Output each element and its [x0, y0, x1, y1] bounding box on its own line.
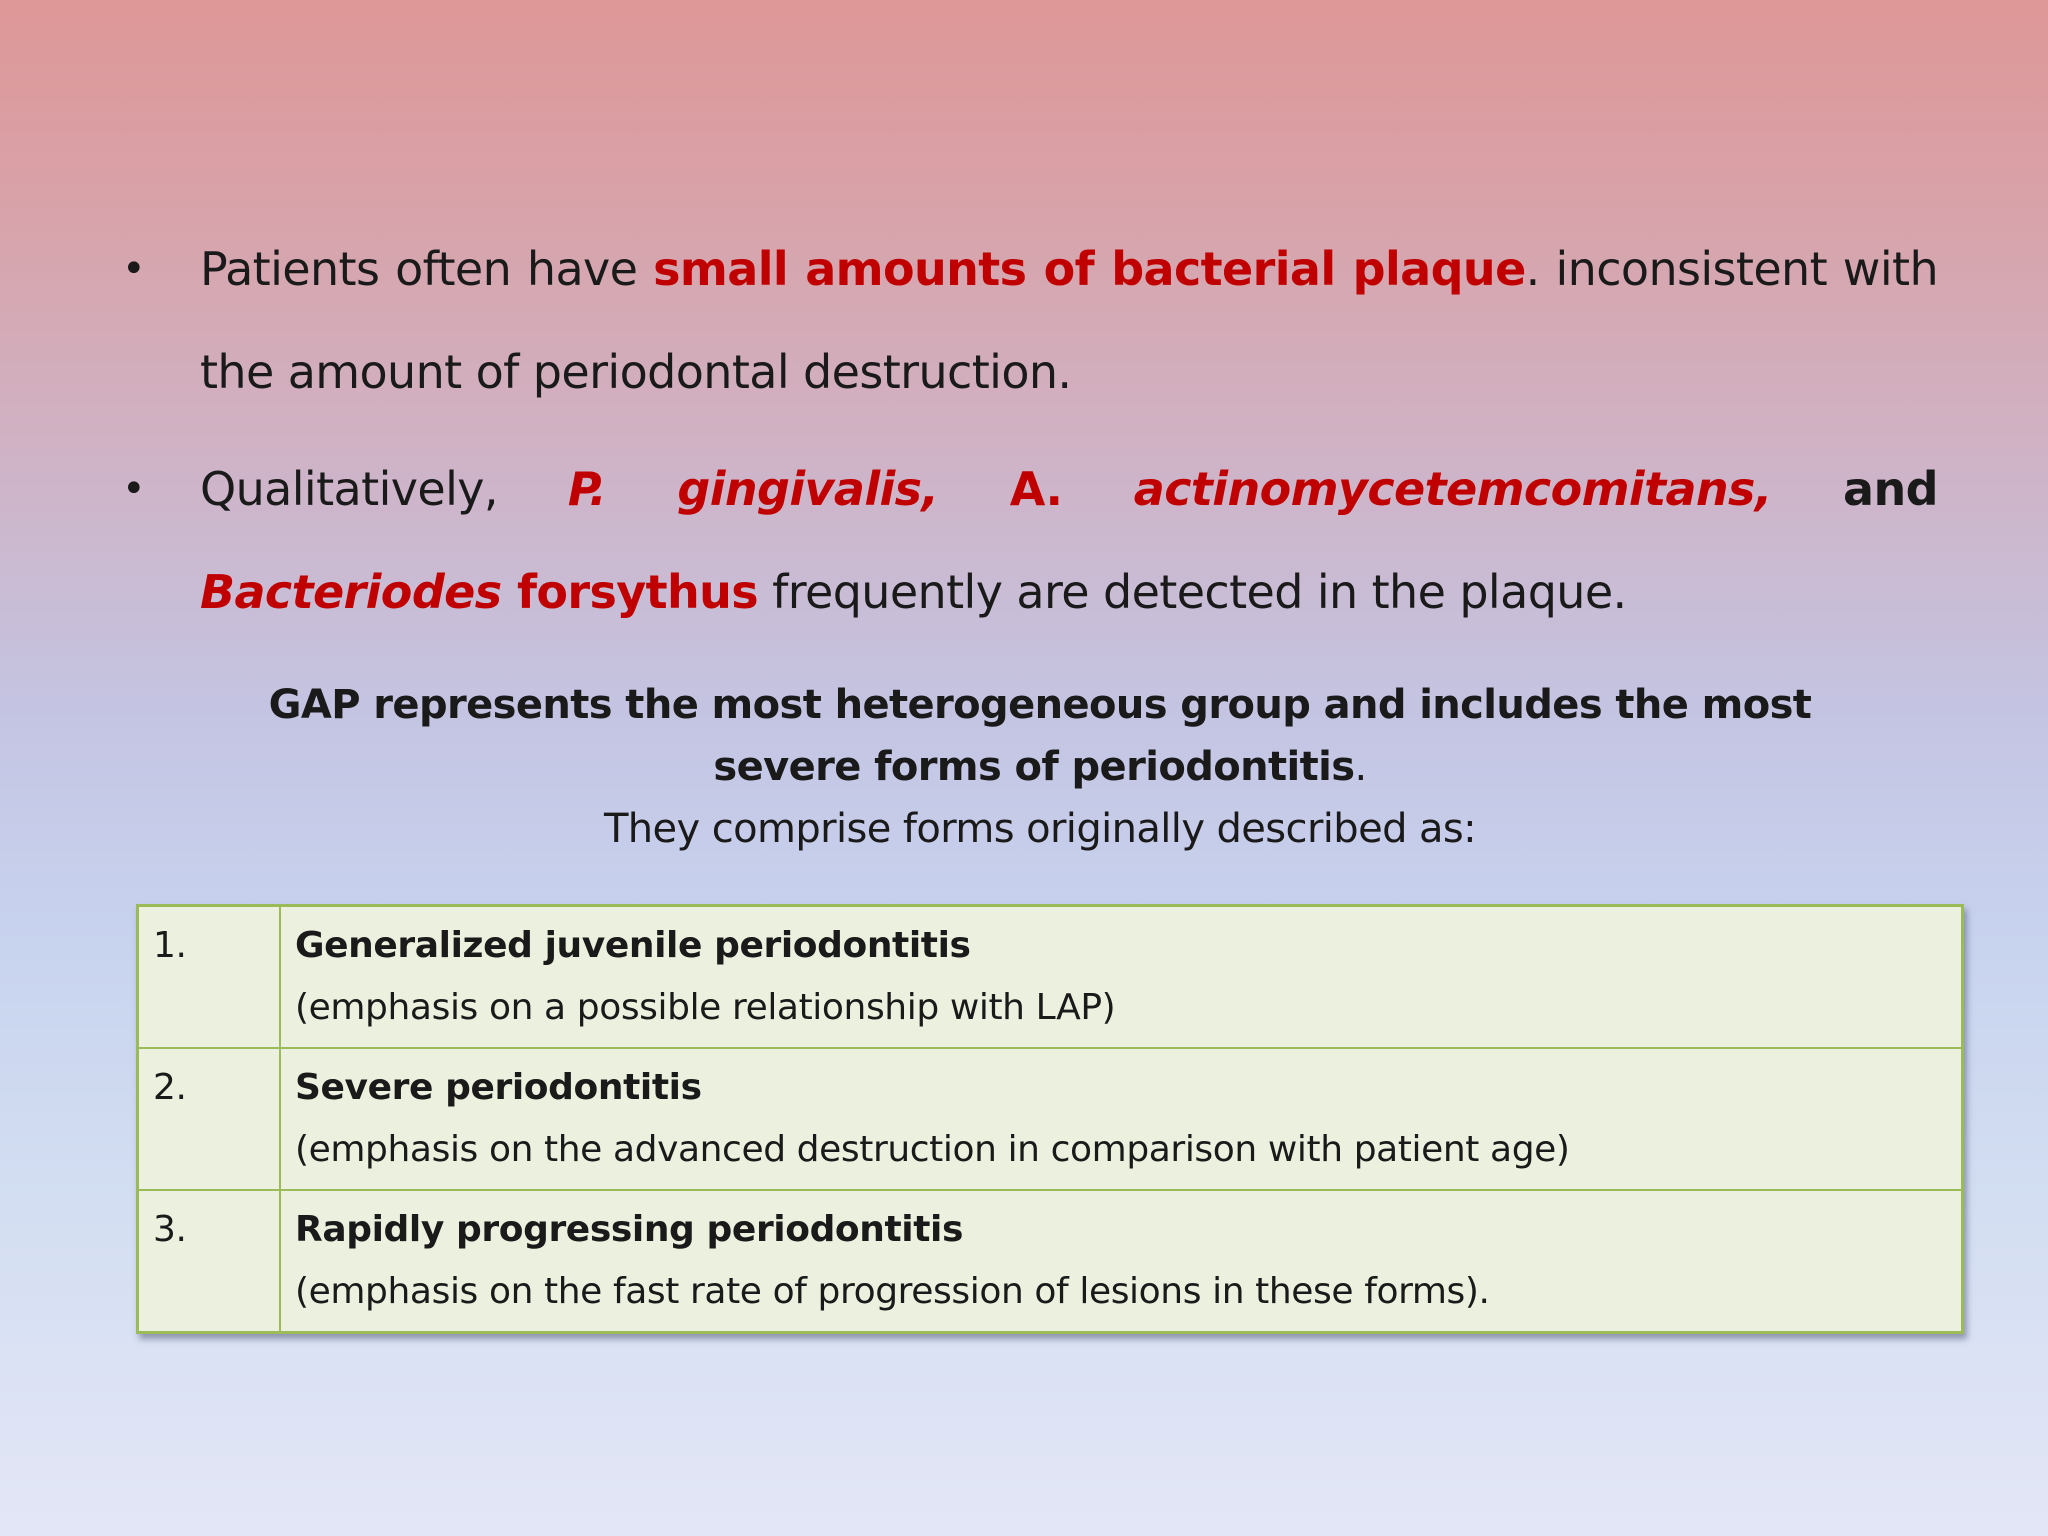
- row-number: 1.: [138, 906, 281, 1049]
- highlight-run: forsythus: [501, 565, 759, 619]
- bullet-text: [200, 438, 1938, 644]
- row-content: [280, 906, 1963, 1049]
- row-number: 2.: [138, 1048, 281, 1190]
- forms-table: [136, 904, 1964, 1334]
- highlight-run: A.: [1009, 462, 1134, 516]
- bullet-marker: •: [122, 466, 145, 512]
- highlight-run: P. gingivalis,: [567, 462, 1010, 516]
- form-description: (emphasis on the fast rate of progression of lesions in these forms).: [295, 1271, 1490, 1312]
- bullet-list: [118, 218, 1938, 658]
- highlight-run: actinomycetemcomitans,: [1133, 462, 1772, 516]
- table-row: [138, 906, 1963, 1049]
- bullet-marker: •: [122, 246, 145, 292]
- bullet-run: Patients often have: [200, 242, 654, 296]
- bullet-text: [200, 218, 1938, 424]
- form-title: Severe periodontitis: [295, 1067, 702, 1108]
- form-description: (emphasis on a possible relationship with LAP): [295, 987, 1116, 1028]
- highlight-run: Bacteriodes: [200, 565, 502, 619]
- bullet-item-bacteria: [118, 438, 1938, 644]
- bullet-run: and: [1771, 462, 1938, 516]
- form-title: Rapidly progressing periodontitis: [295, 1209, 964, 1250]
- gap-heading-bold-text: GAP represents the most heterogeneous group and includes the most severe forms of periodontitis: [268, 682, 1812, 790]
- gap-heading-sub: They comprise forms originally described as:: [603, 806, 1477, 852]
- row-number: 3.: [138, 1190, 281, 1333]
- form-description: (emphasis on the advanced destruction in comparison with patient age): [295, 1129, 1570, 1170]
- bullet-run: Qualitatively,: [200, 462, 568, 516]
- bullet-run: frequently are detected in the plaque.: [758, 565, 1627, 619]
- gap-heading-bold: [100, 674, 1980, 798]
- highlight-run: small amounts of bacterial plaque: [653, 242, 1526, 296]
- table-row: [138, 1048, 1963, 1190]
- table-row: [138, 1190, 1963, 1333]
- form-title: Generalized juvenile periodontitis: [295, 925, 971, 966]
- gap-heading: [100, 674, 1980, 860]
- row-content: [280, 1190, 1963, 1333]
- gap-heading-suffix: .: [1354, 744, 1367, 790]
- bullet-run: . inconsistent with the amount of periodontal destruction.: [200, 242, 1939, 399]
- bullet-item-plaque: [118, 218, 1938, 424]
- row-content: [280, 1048, 1963, 1190]
